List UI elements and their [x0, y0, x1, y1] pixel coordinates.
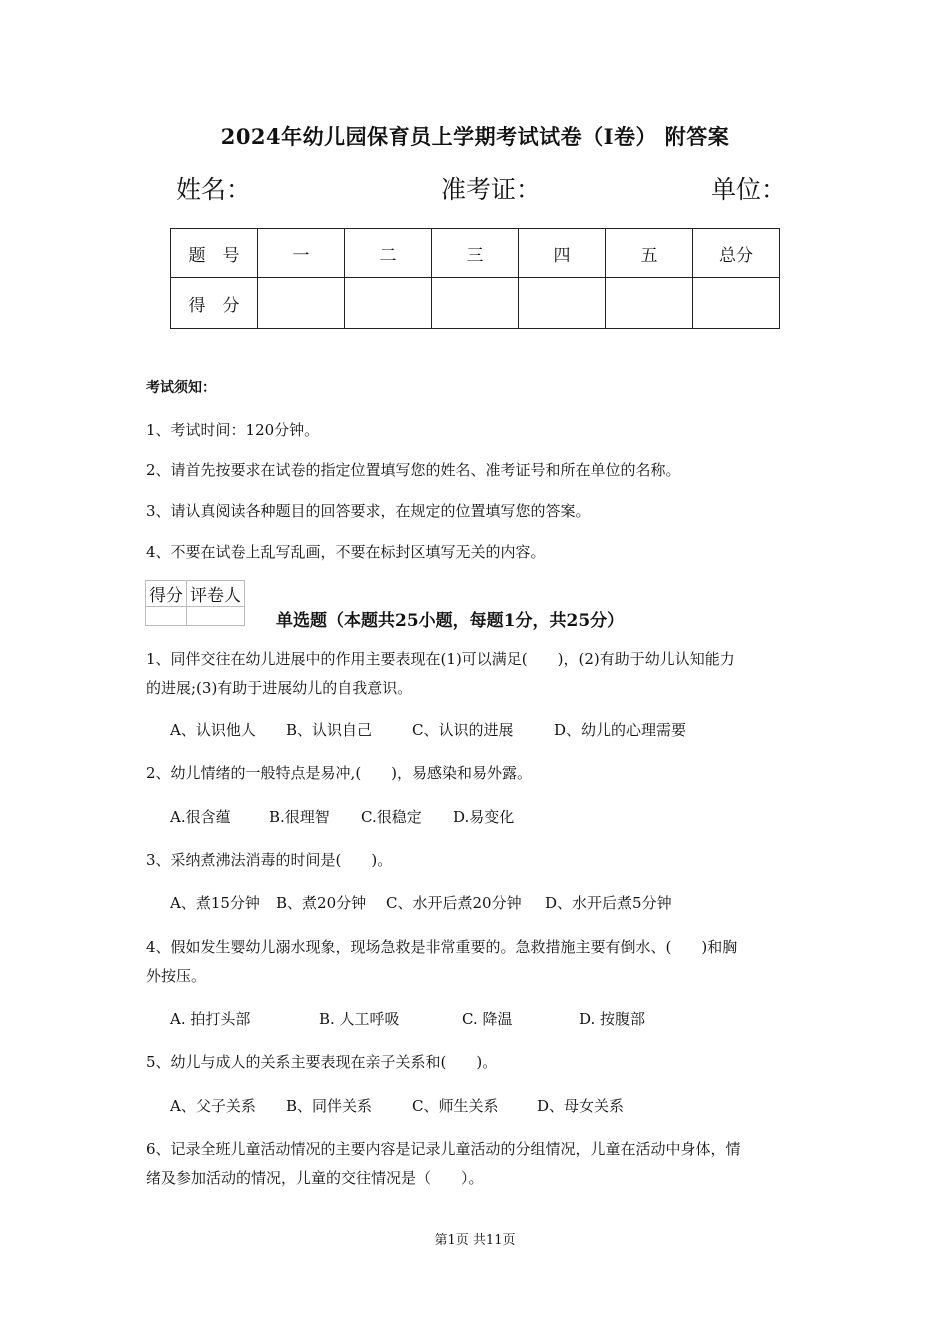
question-3-option-a: A、煮15分钟	[170, 894, 260, 912]
score-cell[interactable]	[432, 278, 519, 329]
question-4-text: 4、假如发生婴幼儿溺水现象，现场急救是非常重要的。急救措施主要有倒水、( )和胸	[146, 938, 738, 956]
score-header-cell: 题 号	[171, 229, 258, 278]
section-title: 单选题（本题共25小题，每题1分，共25分）	[276, 611, 625, 631]
score-cell[interactable]	[345, 278, 432, 329]
question-3-text: 3、采纳煮沸法消毒的时间是( )。	[146, 851, 393, 869]
question-2-option-c: C.很稳定	[361, 808, 422, 826]
question-4-text-cont: 外按压。	[146, 967, 207, 985]
question-4-option-b: B. 人工呼吸	[319, 1010, 400, 1028]
score-table-header-row	[171, 229, 780, 278]
question-5-option-d: D、母女关系	[537, 1097, 625, 1115]
score-table	[170, 228, 780, 329]
grader-box-grader-label: 评卷人	[187, 581, 245, 607]
score-cell[interactable]	[606, 278, 693, 329]
grader-box-score-cell[interactable]	[146, 607, 187, 626]
notice-item: 3、请认真阅读各种题目的回答要求，在规定的位置填写您的答案。	[146, 502, 591, 520]
question-5-option-b: B、同伴关系	[286, 1097, 373, 1115]
score-cell[interactable]	[519, 278, 606, 329]
question-5-option-a: A、父子关系	[170, 1097, 256, 1115]
question-3-option-d: D、水开后煮5分钟	[545, 894, 672, 912]
question-2-text: 2、幼儿情绪的一般特点是易冲,( )，易感染和易外露。	[146, 764, 533, 782]
page-title: 2024年幼儿园保育员上学期考试试卷（I卷） 附答案	[220, 124, 730, 149]
grader-box-grader-cell[interactable]	[187, 607, 245, 626]
notice-item: 1、考试时间：120分钟。	[146, 421, 320, 439]
grader-box	[145, 580, 245, 626]
score-header-cell: 五	[606, 229, 693, 278]
question-5-text: 5、幼儿与成人的关系主要表现在亲子关系和( )。	[146, 1053, 498, 1071]
notice-item: 4、不要在试卷上乱写乱画，不要在标封区填写无关的内容。	[146, 543, 546, 561]
question-4-option-c: C. 降温	[462, 1010, 513, 1028]
score-header-cell: 一	[258, 229, 345, 278]
question-4-option-a: A. 拍打头部	[170, 1010, 251, 1028]
name-field-label: 姓名：	[176, 175, 252, 204]
question-1-option-d: D、幼儿的心理需要	[554, 721, 687, 739]
score-cell[interactable]	[258, 278, 345, 329]
question-3-option-b: B、煮20分钟	[276, 894, 367, 912]
question-5-option-c: C、师生关系	[412, 1097, 499, 1115]
notice-heading: 考试须知：	[146, 380, 216, 396]
grader-box-score-label: 得分	[146, 581, 187, 607]
score-row-label: 得 分	[171, 278, 258, 329]
question-6-text-cont: 绪及参加活动的情况，儿童的交往情况是（ ）。	[146, 1169, 484, 1187]
score-header-cell: 四	[519, 229, 606, 278]
page-footer: 第1页 共11页	[434, 1233, 516, 1248]
question-2-option-a: A.很含蕴	[170, 808, 231, 826]
question-3-option-c: C、水开后煮20分钟	[386, 894, 522, 912]
question-1-option-c: C、认识的进展	[412, 721, 514, 739]
notice-item: 2、请首先按要求在试卷的指定位置填写您的姓名、准考证号和所在单位的名称。	[146, 461, 681, 479]
exam-id-field-label: 准考证：	[441, 175, 542, 204]
question-2-option-b: B.很理智	[269, 808, 330, 826]
score-header-cell: 二	[345, 229, 432, 278]
score-cell[interactable]	[693, 278, 780, 329]
question-1-option-a: A、认识他人	[170, 721, 256, 739]
score-header-cell: 三	[432, 229, 519, 278]
question-1-text: 1、同伴交往在幼儿进展中的作用主要表现在(1)可以满足( )，(2)有助于幼儿认知能力	[146, 650, 735, 668]
question-4-option-d: D. 按腹部	[579, 1010, 646, 1028]
score-header-cell: 总分	[693, 229, 780, 278]
question-1-text-cont: 的进展;(3)有助于进展幼儿的自我意识。	[146, 679, 413, 697]
question-6-text: 6、记录全班儿童活动情况的主要内容是记录儿童活动的分组情况，儿童在活动中身体，情	[146, 1140, 741, 1158]
score-table-score-row	[171, 278, 780, 329]
question-1-option-b: B、认识自己	[286, 721, 373, 739]
unit-field-label: 单位：	[711, 175, 787, 204]
question-2-option-d: D.易变化	[453, 808, 515, 826]
